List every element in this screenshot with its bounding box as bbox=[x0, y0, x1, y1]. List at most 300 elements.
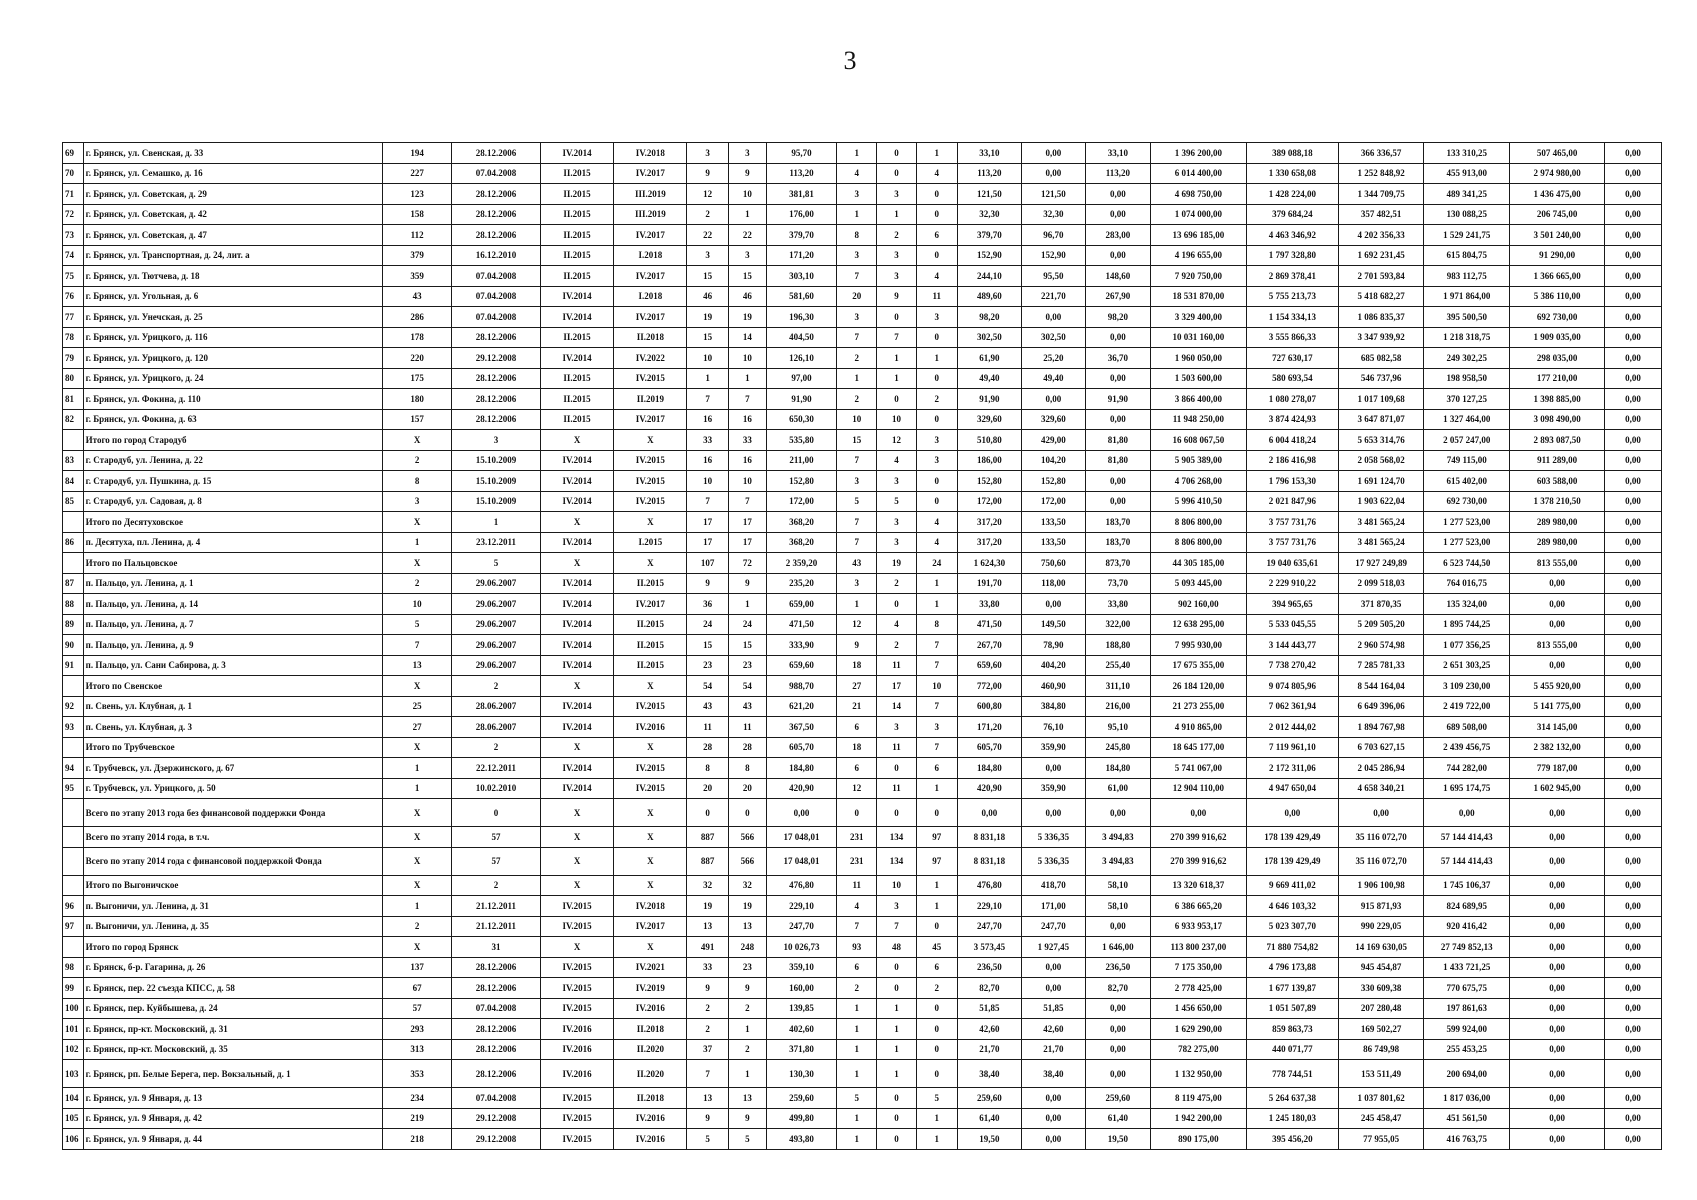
table-row bbox=[63, 978, 1662, 999]
row-number-cell: 106 bbox=[63, 1129, 84, 1150]
value-cell: II.2019 bbox=[614, 389, 687, 410]
value-cell: 0,00 bbox=[1510, 937, 1605, 958]
value-cell: 298 035,00 bbox=[1510, 348, 1605, 369]
value-cell: 13 bbox=[687, 916, 728, 937]
value-cell: 18 bbox=[837, 737, 877, 758]
value-cell: 313 bbox=[383, 1039, 452, 1060]
value-cell: X bbox=[383, 847, 452, 875]
value-cell: 5 533 045,55 bbox=[1246, 614, 1338, 635]
value-cell: 8 bbox=[728, 758, 766, 779]
table-row bbox=[63, 573, 1662, 594]
value-cell: 29.06.2007 bbox=[452, 614, 541, 635]
subtotal-row bbox=[63, 847, 1662, 875]
value-cell: 1 906 100,98 bbox=[1338, 875, 1424, 896]
value-cell: 3 098 490,00 bbox=[1510, 409, 1605, 430]
value-cell: 0,00 bbox=[1605, 471, 1662, 492]
value-cell: 0 bbox=[916, 1019, 957, 1040]
value-cell: 2 bbox=[877, 225, 916, 246]
address-cell: г. Брянск, ул. 9 Января, д. 44 bbox=[83, 1129, 382, 1150]
row-number-cell: 72 bbox=[63, 204, 84, 225]
value-cell: 1 bbox=[837, 1019, 877, 1040]
value-cell: 6 523 744,50 bbox=[1424, 553, 1510, 574]
value-cell: 379,70 bbox=[957, 225, 1021, 246]
value-cell: 2 bbox=[383, 916, 452, 937]
value-cell: X bbox=[614, 937, 687, 958]
value-cell: 4 646 103,32 bbox=[1246, 896, 1338, 917]
value-cell: 54 bbox=[687, 676, 728, 697]
address-cell: г. Брянск, ул. Тютчева, д. 18 bbox=[83, 266, 382, 287]
value-cell: 1 bbox=[728, 204, 766, 225]
value-cell: 7 bbox=[687, 389, 728, 410]
value-cell: 389 088,18 bbox=[1246, 143, 1338, 164]
value-cell: 244,10 bbox=[957, 266, 1021, 287]
value-cell: 49,40 bbox=[1021, 368, 1085, 389]
value-cell: 1 bbox=[916, 143, 957, 164]
value-cell: 10 bbox=[728, 348, 766, 369]
value-cell: 4 bbox=[916, 532, 957, 553]
value-cell: 2 bbox=[687, 1019, 728, 1040]
value-cell: 0,00 bbox=[1085, 245, 1150, 266]
value-cell: X bbox=[614, 553, 687, 574]
row-number-cell: 105 bbox=[63, 1108, 84, 1129]
value-cell: 07.04.2008 bbox=[452, 266, 541, 287]
value-cell: 152,80 bbox=[766, 471, 836, 492]
value-cell: IV.2014 bbox=[540, 491, 613, 512]
value-cell: 91,90 bbox=[1085, 389, 1150, 410]
value-cell: 91 290,00 bbox=[1510, 245, 1605, 266]
value-cell: IV.2016 bbox=[614, 717, 687, 738]
value-cell: II.2015 bbox=[614, 655, 687, 676]
value-cell: 14 169 630,05 bbox=[1338, 937, 1424, 958]
value-cell: 1 bbox=[916, 348, 957, 369]
value-cell: 1 086 835,37 bbox=[1338, 307, 1424, 328]
value-cell: IV.2015 bbox=[540, 978, 613, 999]
value-cell: 13 320 618,37 bbox=[1150, 875, 1246, 896]
value-cell: 1 bbox=[916, 1129, 957, 1150]
value-cell: 12 638 295,00 bbox=[1150, 614, 1246, 635]
value-cell: 216,00 bbox=[1085, 696, 1150, 717]
value-cell: 16 bbox=[687, 450, 728, 471]
value-cell: 7 bbox=[837, 916, 877, 937]
value-cell: IV.2016 bbox=[614, 998, 687, 1019]
value-cell: 0,00 bbox=[1605, 717, 1662, 738]
value-cell: 983 112,75 bbox=[1424, 266, 1510, 287]
value-cell: 9 bbox=[728, 978, 766, 999]
value-cell: 0,00 bbox=[1605, 799, 1662, 827]
value-cell: II.2020 bbox=[614, 1060, 687, 1088]
value-cell: 152,90 bbox=[1021, 245, 1085, 266]
value-cell: 152,80 bbox=[957, 471, 1021, 492]
value-cell: 4 bbox=[837, 163, 877, 184]
value-cell: 4 796 173,88 bbox=[1246, 957, 1338, 978]
value-cell: 1 503 600,00 bbox=[1150, 368, 1246, 389]
table-row bbox=[63, 896, 1662, 917]
value-cell: X bbox=[540, 553, 613, 574]
value-cell: 0 bbox=[916, 368, 957, 389]
value-cell: 10 031 160,00 bbox=[1150, 327, 1246, 348]
address-cell: г. Трубчевск, ул. Дзержинского, д. 67 bbox=[83, 758, 382, 779]
value-cell: 600,80 bbox=[957, 696, 1021, 717]
value-cell: 1 bbox=[877, 204, 916, 225]
row-number-cell: 97 bbox=[63, 916, 84, 937]
value-cell: X bbox=[614, 875, 687, 896]
row-number-cell: 79 bbox=[63, 348, 84, 369]
value-cell: 4 658 340,21 bbox=[1338, 778, 1424, 799]
value-cell: 191,70 bbox=[957, 573, 1021, 594]
housing-program-table bbox=[62, 142, 1662, 1150]
value-cell: 186,00 bbox=[957, 450, 1021, 471]
value-cell: 581,60 bbox=[766, 286, 836, 307]
value-cell: 35 116 072,70 bbox=[1338, 827, 1424, 848]
value-cell: 471,50 bbox=[957, 614, 1021, 635]
value-cell: IV.2016 bbox=[614, 1129, 687, 1150]
value-cell: 10 bbox=[837, 409, 877, 430]
value-cell: IV.2021 bbox=[614, 957, 687, 978]
value-cell: IV.2016 bbox=[614, 1108, 687, 1129]
value-cell: 10 bbox=[877, 409, 916, 430]
value-cell: 172,00 bbox=[1021, 491, 1085, 512]
value-cell: 2 960 574,98 bbox=[1338, 635, 1424, 656]
value-cell: IV.2014 bbox=[540, 286, 613, 307]
value-cell: 0 bbox=[687, 799, 728, 827]
value-cell: 6 014 400,00 bbox=[1150, 163, 1246, 184]
value-cell: 12 bbox=[877, 430, 916, 451]
subtotal-row bbox=[63, 875, 1662, 896]
value-cell: 779 187,00 bbox=[1510, 758, 1605, 779]
value-cell: 45 bbox=[916, 937, 957, 958]
value-cell: 21 273 255,00 bbox=[1150, 696, 1246, 717]
value-cell: 603 588,00 bbox=[1510, 471, 1605, 492]
address-cell: г. Брянск, пер. Куйбышева, д. 24 bbox=[83, 998, 382, 1019]
value-cell: 197 861,63 bbox=[1424, 998, 1510, 1019]
value-cell: IV.2015 bbox=[614, 368, 687, 389]
value-cell: 0,00 bbox=[1605, 348, 1662, 369]
value-cell: 0 bbox=[877, 799, 916, 827]
value-cell: 2 974 980,00 bbox=[1510, 163, 1605, 184]
address-cell: г. Брянск, ул. Свенская, д. 33 bbox=[83, 143, 382, 164]
value-cell: 0,00 bbox=[1605, 957, 1662, 978]
value-cell: 3 501 240,00 bbox=[1510, 225, 1605, 246]
value-cell: 46 bbox=[728, 286, 766, 307]
value-cell: 813 555,00 bbox=[1510, 635, 1605, 656]
value-cell: 0 bbox=[877, 957, 916, 978]
row-number-cell: 102 bbox=[63, 1039, 84, 1060]
value-cell: 322,00 bbox=[1085, 614, 1150, 635]
value-cell: 1 691 124,70 bbox=[1338, 471, 1424, 492]
value-cell: 302,50 bbox=[1021, 327, 1085, 348]
value-cell: 9 bbox=[837, 635, 877, 656]
value-cell: X bbox=[540, 875, 613, 896]
value-cell: 28.12.2006 bbox=[452, 143, 541, 164]
value-cell: 236,50 bbox=[957, 957, 1021, 978]
value-cell: 17 048,01 bbox=[766, 827, 836, 848]
row-number-cell: 96 bbox=[63, 896, 84, 917]
value-cell: 420,90 bbox=[957, 778, 1021, 799]
value-cell: X bbox=[540, 937, 613, 958]
value-cell: 1 529 241,75 bbox=[1424, 225, 1510, 246]
value-cell: 7 bbox=[916, 737, 957, 758]
value-cell: 207 280,48 bbox=[1338, 998, 1424, 1019]
value-cell: 1 218 318,75 bbox=[1424, 327, 1510, 348]
value-cell: 220 bbox=[383, 348, 452, 369]
value-cell: 451 561,50 bbox=[1424, 1108, 1510, 1129]
value-cell: X bbox=[383, 827, 452, 848]
value-cell: IV.2017 bbox=[614, 409, 687, 430]
value-cell: 10 bbox=[687, 348, 728, 369]
value-cell: 10 bbox=[383, 594, 452, 615]
value-cell: IV.2015 bbox=[540, 957, 613, 978]
value-cell: 1 bbox=[837, 998, 877, 1019]
value-cell: 873,70 bbox=[1085, 553, 1150, 574]
table-row bbox=[63, 491, 1662, 512]
value-cell: 3 bbox=[916, 717, 957, 738]
value-cell: 1 bbox=[916, 573, 957, 594]
value-cell: 2 359,20 bbox=[766, 553, 836, 574]
subtotal-row bbox=[63, 553, 1662, 574]
address-cell: г. Брянск, ул. Фокина, д. 63 bbox=[83, 409, 382, 430]
address-cell: г. Брянск, б-р. Гагарина, д. 26 bbox=[83, 957, 382, 978]
value-cell: IV.2015 bbox=[540, 1129, 613, 1150]
value-cell: 1 971 864,00 bbox=[1424, 286, 1510, 307]
value-cell: 12 bbox=[837, 614, 877, 635]
value-cell: 7 285 781,33 bbox=[1338, 655, 1424, 676]
value-cell: 126,10 bbox=[766, 348, 836, 369]
value-cell: II.2015 bbox=[540, 266, 613, 287]
value-cell: 0,00 bbox=[1605, 307, 1662, 328]
value-cell: 57 144 414,43 bbox=[1424, 827, 1510, 848]
value-cell: 2 869 378,41 bbox=[1246, 266, 1338, 287]
value-cell: 605,70 bbox=[766, 737, 836, 758]
value-cell: 650,30 bbox=[766, 409, 836, 430]
value-cell: 3 494,83 bbox=[1085, 847, 1150, 875]
value-cell: 471,50 bbox=[766, 614, 836, 635]
value-cell: 0,00 bbox=[1085, 1060, 1150, 1088]
value-cell: 6 bbox=[837, 758, 877, 779]
value-cell: 7 bbox=[837, 532, 877, 553]
row-number-cell bbox=[63, 430, 84, 451]
value-cell: 1 bbox=[916, 594, 957, 615]
value-cell: 489 341,25 bbox=[1424, 184, 1510, 205]
value-cell: 5 141 775,00 bbox=[1510, 696, 1605, 717]
value-cell: 0,00 bbox=[1605, 266, 1662, 287]
value-cell: 219 bbox=[383, 1108, 452, 1129]
value-cell: 2 bbox=[728, 1039, 766, 1060]
value-cell: II.2015 bbox=[540, 368, 613, 389]
subtotal-row bbox=[63, 827, 1662, 848]
value-cell: 902 160,00 bbox=[1150, 594, 1246, 615]
value-cell: 0,00 bbox=[1246, 799, 1338, 827]
value-cell: 0,00 bbox=[1510, 896, 1605, 917]
value-cell: 7 bbox=[687, 491, 728, 512]
value-cell: 2 701 593,84 bbox=[1338, 266, 1424, 287]
value-cell: 359,90 bbox=[1021, 778, 1085, 799]
row-number-cell bbox=[63, 676, 84, 697]
value-cell: 135 324,00 bbox=[1424, 594, 1510, 615]
value-cell: 1 bbox=[687, 368, 728, 389]
value-cell: 38,40 bbox=[1021, 1060, 1085, 1088]
value-cell: 0,00 bbox=[1605, 409, 1662, 430]
value-cell: 37 bbox=[687, 1039, 728, 1060]
value-cell: 17 048,01 bbox=[766, 847, 836, 875]
value-cell: 5 996 410,50 bbox=[1150, 491, 1246, 512]
value-cell: 2 bbox=[452, 737, 541, 758]
value-cell: 2 778 425,00 bbox=[1150, 978, 1246, 999]
value-cell: 78,90 bbox=[1021, 635, 1085, 656]
address-cell: г. Брянск, пер. 22 съезда КПСС, д. 58 bbox=[83, 978, 382, 999]
value-cell: X bbox=[383, 676, 452, 697]
value-cell: 29.06.2007 bbox=[452, 594, 541, 615]
value-cell: IV.2017 bbox=[614, 163, 687, 184]
table-row bbox=[63, 409, 1662, 430]
row-number-cell bbox=[63, 827, 84, 848]
value-cell: 121,50 bbox=[1021, 184, 1085, 205]
value-cell: 14 bbox=[877, 696, 916, 717]
value-cell: 57 bbox=[383, 998, 452, 1019]
value-cell: 4 698 750,00 bbox=[1150, 184, 1246, 205]
value-cell: 153 511,49 bbox=[1338, 1060, 1424, 1088]
address-cell: Итого по Выгоничское bbox=[83, 875, 382, 896]
table-row bbox=[63, 389, 1662, 410]
value-cell: 231 bbox=[837, 827, 877, 848]
value-cell: 286 bbox=[383, 307, 452, 328]
value-cell: 659,00 bbox=[766, 594, 836, 615]
value-cell: 3 bbox=[877, 245, 916, 266]
address-cell: г. Брянск, рп. Белые Берега, пер. Вокзальный, д. 1 bbox=[83, 1060, 382, 1088]
value-cell: 33 bbox=[728, 430, 766, 451]
value-cell: 152,90 bbox=[957, 245, 1021, 266]
table-row bbox=[63, 1019, 1662, 1040]
value-cell: 764 016,75 bbox=[1424, 573, 1510, 594]
value-cell: 0,00 bbox=[1605, 916, 1662, 937]
value-cell: 28.12.2006 bbox=[452, 327, 541, 348]
value-cell: 8 806 800,00 bbox=[1150, 512, 1246, 533]
value-cell: 1 909 035,00 bbox=[1510, 327, 1605, 348]
table-row bbox=[63, 307, 1662, 328]
value-cell: 1 bbox=[837, 368, 877, 389]
value-cell: 0,00 bbox=[1085, 916, 1150, 937]
value-cell: 221,70 bbox=[1021, 286, 1085, 307]
value-cell: 29.12.2008 bbox=[452, 1108, 541, 1129]
row-number-cell bbox=[63, 553, 84, 574]
value-cell: 0,00 bbox=[1085, 1019, 1150, 1040]
value-cell: 7 bbox=[916, 655, 957, 676]
row-number-cell: 98 bbox=[63, 957, 84, 978]
value-cell: 0 bbox=[916, 471, 957, 492]
value-cell: 0,00 bbox=[1605, 978, 1662, 999]
value-cell: II.2015 bbox=[540, 184, 613, 205]
value-cell: 259,60 bbox=[766, 1088, 836, 1109]
value-cell: 6 649 396,06 bbox=[1338, 696, 1424, 717]
value-cell: 11 bbox=[837, 875, 877, 896]
value-cell: 183,70 bbox=[1085, 512, 1150, 533]
value-cell: 1 037 801,62 bbox=[1338, 1088, 1424, 1109]
address-cell: п. Выгоничи, ул. Ленина, д. 31 bbox=[83, 896, 382, 917]
value-cell: 19,50 bbox=[957, 1129, 1021, 1150]
address-cell: г. Брянск, ул. Фокина, д. 110 bbox=[83, 389, 382, 410]
value-cell: 0,00 bbox=[1510, 1039, 1605, 1060]
value-cell: 133,50 bbox=[1021, 532, 1085, 553]
value-cell: 32,30 bbox=[957, 204, 1021, 225]
value-cell: 12 904 110,00 bbox=[1150, 778, 1246, 799]
value-cell: 3 bbox=[687, 143, 728, 164]
value-cell: 1 942 200,00 bbox=[1150, 1108, 1246, 1129]
value-cell: 73,70 bbox=[1085, 573, 1150, 594]
value-cell: 0 bbox=[728, 799, 766, 827]
value-cell: II.2018 bbox=[614, 327, 687, 348]
value-cell: 0,00 bbox=[1085, 184, 1150, 205]
value-cell: 175 bbox=[383, 368, 452, 389]
value-cell: IV.2017 bbox=[614, 225, 687, 246]
value-cell: 236,50 bbox=[1085, 957, 1150, 978]
value-cell: 0,00 bbox=[1605, 512, 1662, 533]
value-cell: 11 bbox=[877, 778, 916, 799]
value-cell: 2 382 132,00 bbox=[1510, 737, 1605, 758]
value-cell: 107 bbox=[687, 553, 728, 574]
value-cell: 460,90 bbox=[1021, 676, 1085, 697]
value-cell: 44 305 185,00 bbox=[1150, 553, 1246, 574]
value-cell: II.2015 bbox=[540, 389, 613, 410]
value-cell: 10 026,73 bbox=[766, 937, 836, 958]
value-cell: 1 817 036,00 bbox=[1424, 1088, 1510, 1109]
value-cell: IV.2018 bbox=[614, 896, 687, 917]
value-cell: 25,20 bbox=[1021, 348, 1085, 369]
value-cell: 379,70 bbox=[766, 225, 836, 246]
value-cell: 692 730,00 bbox=[1510, 307, 1605, 328]
value-cell: 0,00 bbox=[1605, 368, 1662, 389]
value-cell: 267,90 bbox=[1085, 286, 1150, 307]
value-cell: 3 329 400,00 bbox=[1150, 307, 1246, 328]
value-cell: 1 277 523,00 bbox=[1424, 532, 1510, 553]
value-cell: 5 386 110,00 bbox=[1510, 286, 1605, 307]
value-cell: 33,80 bbox=[957, 594, 1021, 615]
value-cell: 5 bbox=[837, 1088, 877, 1109]
value-cell: 404,50 bbox=[766, 327, 836, 348]
value-cell: 2 bbox=[837, 978, 877, 999]
value-cell: 3 874 424,93 bbox=[1246, 409, 1338, 430]
value-cell: 5 455 920,00 bbox=[1510, 676, 1605, 697]
value-cell: 1 677 139,87 bbox=[1246, 978, 1338, 999]
value-cell: 130,30 bbox=[766, 1060, 836, 1088]
value-cell: 36 bbox=[687, 594, 728, 615]
table-row bbox=[63, 286, 1662, 307]
value-cell: 28.12.2006 bbox=[452, 409, 541, 430]
value-cell: II.2015 bbox=[540, 225, 613, 246]
value-cell: 1 456 650,00 bbox=[1150, 998, 1246, 1019]
value-cell: 10 bbox=[728, 184, 766, 205]
value-cell: 133,50 bbox=[1021, 512, 1085, 533]
address-cell: Итого по Трубчевское bbox=[83, 737, 382, 758]
value-cell: 61,40 bbox=[957, 1108, 1021, 1129]
value-cell: 15 bbox=[728, 635, 766, 656]
value-cell: 13 bbox=[728, 1088, 766, 1109]
value-cell: 0 bbox=[877, 1088, 916, 1109]
value-cell: 359,90 bbox=[1021, 737, 1085, 758]
value-cell: 7 bbox=[728, 389, 766, 410]
value-cell: 20 bbox=[837, 286, 877, 307]
value-cell: 2 186 416,98 bbox=[1246, 450, 1338, 471]
value-cell: 0,00 bbox=[1085, 998, 1150, 1019]
value-cell: III.2019 bbox=[614, 204, 687, 225]
value-cell: 0,00 bbox=[1605, 635, 1662, 656]
value-cell: 4 bbox=[837, 896, 877, 917]
value-cell: 29.12.2008 bbox=[452, 348, 541, 369]
value-cell: 172,00 bbox=[957, 491, 1021, 512]
value-cell: 5 bbox=[687, 1129, 728, 1150]
value-cell: 10 bbox=[687, 471, 728, 492]
row-number-cell: 77 bbox=[63, 307, 84, 328]
value-cell: IV.2017 bbox=[614, 307, 687, 328]
value-cell: 48 bbox=[877, 937, 916, 958]
